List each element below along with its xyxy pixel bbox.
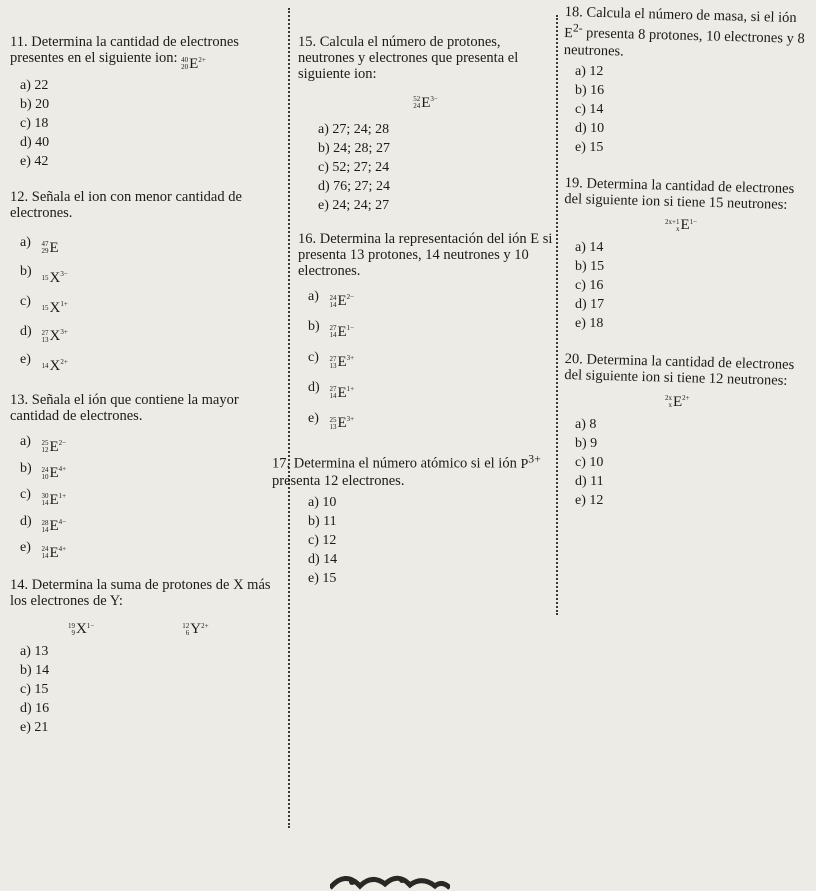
option[interactable]: d) 27 14 E 1+ — [308, 380, 355, 401]
ion-notation: 52 24 E 3− — [413, 94, 438, 111]
option[interactable]: e) 42 — [20, 154, 49, 169]
option[interactable]: b) 20 — [20, 97, 50, 112]
option[interactable]: b) 9 — [575, 435, 598, 451]
ion-notation: 2x+1 x E 1− — [665, 217, 698, 234]
question-11 — [10, 34, 280, 171]
options — [565, 238, 810, 333]
decorative-swirl-icon — [330, 868, 450, 891]
option[interactable]: d) 14 — [308, 551, 338, 567]
option[interactable]: d) 10 — [575, 120, 605, 136]
ion-pair — [68, 615, 280, 639]
option[interactable]: e) 15 — [575, 139, 604, 155]
option[interactable]: c) 30 14 E 1+ — [20, 487, 67, 508]
ion-y: 12 6 Y 2+ — [182, 621, 209, 637]
question-18 — [565, 4, 810, 157]
question-text: Calcula el número de masa, si el ión — [586, 4, 797, 27]
option[interactable]: c) 14 — [575, 101, 604, 117]
option[interactable]: e) 15 — [308, 570, 337, 586]
question-number: 15. — [298, 34, 317, 50]
option[interactable]: b) 27 14 E 1− — [308, 319, 355, 340]
question-19 — [565, 175, 810, 334]
question-number: 12. — [10, 189, 29, 205]
option[interactable]: d) 11 — [575, 473, 604, 489]
options — [298, 493, 553, 588]
option[interactable]: a) 10 — [308, 494, 337, 510]
column-1 — [10, 20, 280, 737]
ion-notation: 2x x E 2+ — [665, 393, 690, 410]
question-text: Determina la cantidad de electrones presentes en el siguiente ion: — [10, 34, 239, 66]
question-16 — [298, 231, 553, 434]
column-3 — [565, 4, 810, 510]
option[interactable]: d) 76; 27; 24 — [318, 178, 390, 194]
column-divider-left — [288, 8, 290, 828]
question-number: 11. — [10, 34, 28, 50]
question-text: Determina la cantidad de electrones del siguiente ion si tiene 15 neutrones: — [564, 175, 795, 213]
option[interactable]: e) 24 14 E 4+ — [20, 540, 67, 561]
question-text-cont: presenta 12 electrones. — [272, 472, 405, 489]
option[interactable]: e) 24; 24; 27 — [318, 197, 390, 213]
question-14 — [10, 577, 280, 738]
option[interactable]: c) 52; 27; 24 — [318, 159, 390, 175]
option[interactable]: a) 25 12 E 2− — [20, 434, 67, 455]
option[interactable]: a) 14 — [575, 240, 604, 256]
ion-inline: $E^{2-}$ — [564, 21, 583, 41]
option[interactable]: b) 24 10 E 4+ — [20, 460, 67, 481]
option[interactable]: c) 18 — [20, 116, 49, 131]
ion-inline: $P^{3+}$ — [520, 452, 541, 472]
ion-notation: 40 20 E 2+ — [181, 56, 206, 72]
option[interactable]: b) 16 — [575, 82, 605, 98]
question-13 — [10, 392, 280, 563]
option[interactable]: d) 16 — [20, 701, 50, 716]
question-12 — [10, 189, 280, 376]
question-text-cont: presenta 8 protones, 10 electrones y 8 neutrones. — [563, 25, 805, 60]
option[interactable]: a) 12 — [575, 63, 604, 79]
question-number: 14. — [10, 576, 29, 593]
question-number: 13. — [10, 392, 29, 408]
question-text: Señala el ión que contiene la mayor cantidad de electrones. — [10, 392, 239, 424]
question-number: 20. — [564, 351, 584, 368]
question-text: Determina la representación del ión E si presenta 13 protones, 14 neutrones y 10 electrones. — [298, 230, 553, 279]
option[interactable]: a) 22 — [20, 78, 49, 93]
question-17 — [272, 451, 553, 588]
option[interactable]: c) 15 — [20, 682, 49, 697]
option[interactable]: a) 13 — [20, 644, 49, 659]
question-number: 16. — [298, 230, 317, 247]
option[interactable]: a) 47 29 E — [20, 235, 59, 256]
option[interactable]: a) 24 14 E 2− — [308, 288, 355, 309]
option[interactable]: a) 8 — [575, 416, 597, 432]
option[interactable]: b) 15 — [575, 259, 605, 275]
option[interactable]: e) 14 X 2+ — [20, 352, 68, 374]
ion-x: 19 9 X 1− — [68, 621, 95, 637]
question-number: 19. — [564, 174, 584, 192]
question-text: Determina la cantidad de electrones del siguiente ion si tiene 12 neutrones: — [564, 351, 795, 389]
option[interactable]: a) 27; 24; 28 — [318, 121, 390, 137]
option[interactable]: d) 40 — [20, 135, 50, 150]
option[interactable]: e) 18 — [575, 316, 604, 332]
option[interactable]: c) 12 — [308, 532, 337, 548]
options — [10, 76, 280, 171]
question-number: 17. — [272, 455, 291, 472]
option[interactable]: d) 27 13 X 3+ — [20, 323, 68, 344]
question-text: Calcula el número de protones, neutrones y electrones que presenta el siguiente ion: — [298, 34, 519, 82]
option[interactable]: c) 16 — [575, 278, 604, 294]
question-text: Determina la suma de protones de X más los electrones de Y: — [10, 576, 271, 609]
column-2 — [272, 20, 553, 588]
option[interactable]: e) 21 — [20, 720, 49, 735]
question-text: Determina el número atómico si el ión — [293, 455, 517, 472]
option[interactable]: c) 15 X 1+ — [20, 293, 68, 316]
question-15 — [298, 34, 553, 215]
options — [10, 642, 280, 737]
option[interactable]: e) 12 — [575, 492, 604, 508]
option[interactable]: b) 11 — [308, 513, 337, 529]
options — [565, 62, 810, 157]
question-text: Señala el ion con menor cantidad de electrones. — [10, 189, 242, 221]
option[interactable]: d) 28 14 E 4− — [20, 513, 67, 534]
option[interactable]: b) 24; 28; 27 — [318, 140, 390, 156]
options — [565, 415, 810, 510]
option[interactable]: b) 14 — [20, 663, 50, 678]
options — [308, 120, 553, 215]
question-20 — [565, 351, 810, 510]
question-number: 18. — [564, 4, 584, 21]
option[interactable]: c) 10 — [575, 454, 604, 470]
option[interactable]: d) 17 — [575, 297, 605, 313]
option[interactable]: e) 25 13 E 3+ — [308, 410, 355, 431]
option[interactable]: c) 27 13 E 3+ — [308, 349, 355, 370]
option[interactable]: b) 15 X 3− — [20, 263, 68, 286]
column-divider-right — [556, 15, 558, 615]
